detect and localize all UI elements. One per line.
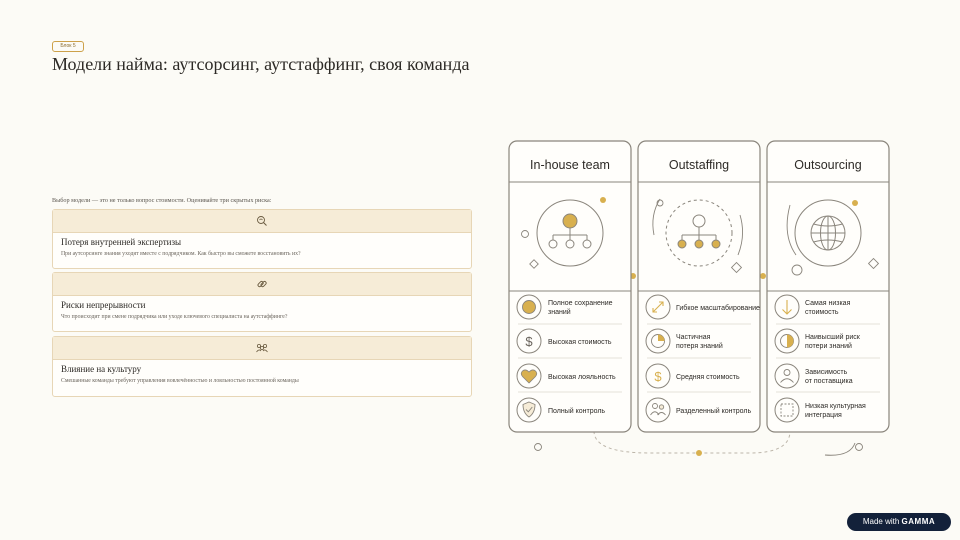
risk-card-expertise bbox=[52, 209, 472, 269]
card-text: При аутсорсинге знания уходят вместе с подрядчиком. Как быстро вы сможете восстановить их? bbox=[61, 251, 301, 257]
brain-search-icon bbox=[256, 215, 268, 227]
risk-card-culture bbox=[52, 336, 472, 397]
dollar-icon: $ bbox=[525, 334, 533, 349]
column-outsourcing bbox=[767, 141, 889, 432]
dollar-icon: $ bbox=[654, 369, 662, 384]
column-in-house bbox=[509, 141, 631, 432]
column-outstaffing bbox=[638, 141, 760, 432]
feature-text: Частичная потеря знаний bbox=[676, 334, 723, 350]
intro-text: Выбор модели — это не только вопрос стоимости. Оценивайте три скрытых риска: bbox=[52, 197, 272, 204]
page-title: Модели найма: аутсорсинг, аутстаффинг, своя команда bbox=[52, 54, 470, 74]
badge-prefix: Made with bbox=[862, 517, 900, 526]
column-title: Outsourcing bbox=[794, 158, 862, 172]
card-header bbox=[53, 273, 471, 296]
feature-text: Наивысший риск потери знаний bbox=[805, 334, 860, 350]
globe-icon bbox=[811, 216, 845, 250]
feature-text: Полный контроль bbox=[548, 408, 606, 415]
column-title: In-house team bbox=[530, 158, 610, 172]
section-tag: Блок 5 bbox=[52, 41, 84, 52]
link-icon bbox=[256, 278, 268, 290]
team-icon bbox=[255, 342, 269, 354]
hiring-models-illustration bbox=[490, 95, 910, 475]
connector-dot bbox=[760, 273, 766, 279]
feature-text: Высокая стоимость bbox=[548, 339, 612, 346]
risk-card-continuity bbox=[52, 272, 472, 332]
badge-brand: GAMMA bbox=[901, 517, 936, 526]
circle-dot-icon bbox=[523, 301, 536, 314]
feature-text: Зависимость от поставщика bbox=[805, 369, 853, 385]
made-with-gamma-badge[interactable] bbox=[847, 513, 951, 531]
card-header bbox=[53, 337, 471, 360]
column-title: Outstaffing bbox=[668, 158, 730, 172]
card-title: Потеря внутренней экспертизы bbox=[61, 237, 182, 247]
card-text: Что происходит при смене подрядчика или уходе ключевого специалиста на аутстаффинге? bbox=[61, 314, 288, 320]
feature-text: Самая низкая стоимость bbox=[805, 300, 851, 316]
feature-text: Высокая лояльность bbox=[548, 374, 616, 381]
feature-text: Гибкое масштабирование bbox=[676, 305, 760, 312]
card-header bbox=[53, 210, 471, 233]
card-text: Смешанные команды требуют управления вовлечённостью и лояльностью постоянной команды bbox=[61, 378, 299, 384]
feature-text: Средняя стоимость bbox=[676, 374, 740, 381]
feature-text: Разделенный контроль bbox=[676, 408, 752, 415]
card-title: Влияние на культуру bbox=[61, 364, 142, 374]
feature-text: Полное сохранение знаний bbox=[548, 300, 613, 316]
feature-text: Низкая культурная интеграция bbox=[805, 403, 866, 419]
connector-dot bbox=[696, 450, 702, 456]
card-title: Риски непрерывности bbox=[61, 300, 146, 310]
